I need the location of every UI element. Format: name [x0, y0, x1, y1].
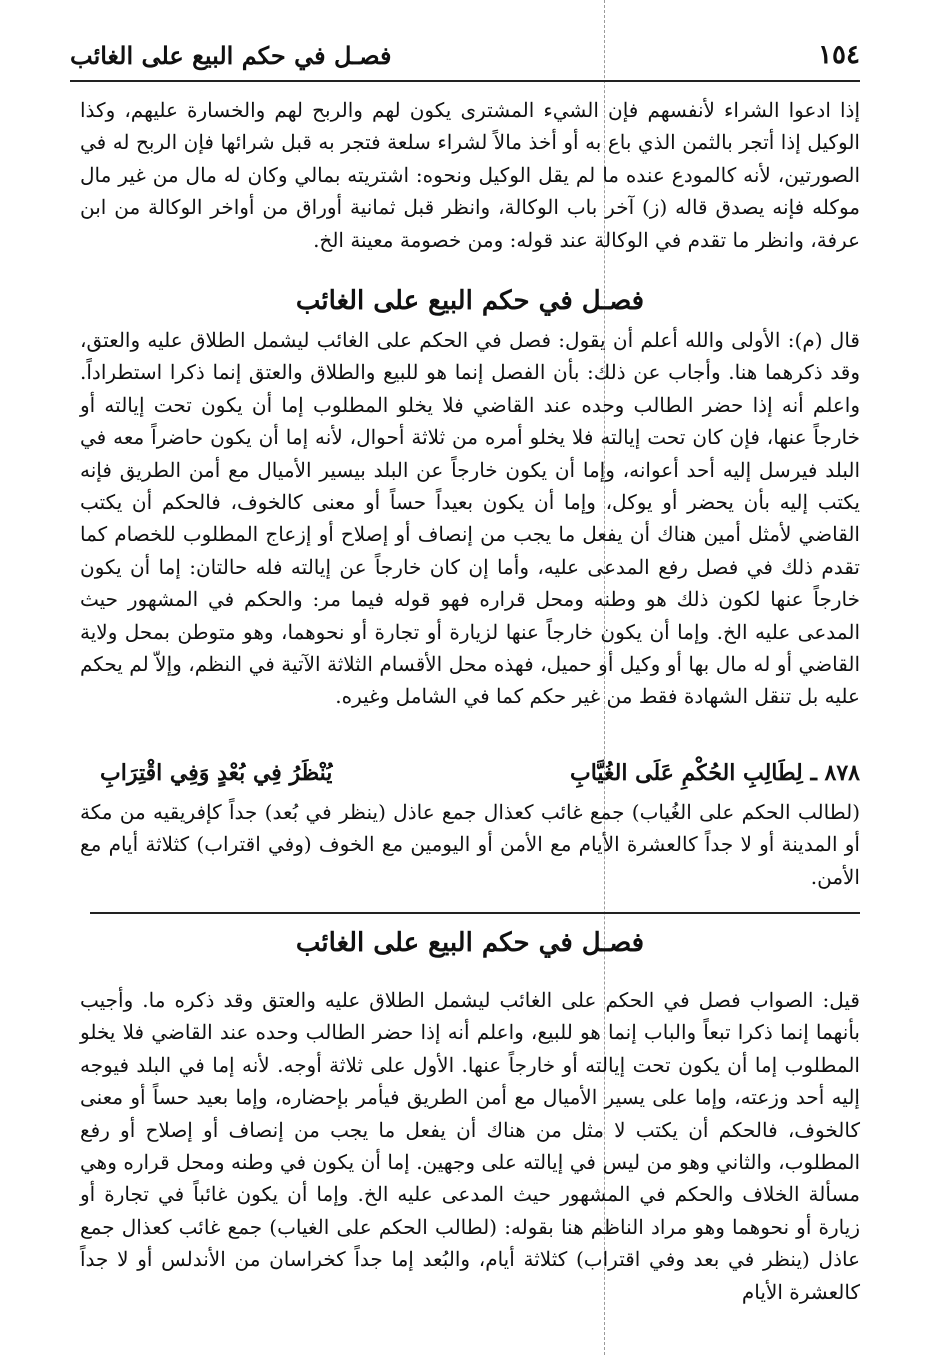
verse-commentary: (لطالب الحكم على الغُياب) جمع غائب كعذال جمع عاذل (ينظر في بُعد) جداً كإفريقيه من مكة أو المدينة أو لا جداً كالعشرة الأيام مع الأمن أو اليومين مع الخوف (وفي اقتراب) كثلاثة أيام مع الأمن. [80, 800, 860, 889]
section-1-paragraph: قال (م): الأولى والله أعلم أن يقول: فصل في الحكم على الغائب ليشمل الطلاق عليه والعتق، وقد ذكرهما هنا. وأجاب عن ذلك: بأن الفصل إنما هو للبيع والطلاق والعتق إنما ذكرا استطراداً. واعلم أنه إذا حضر الطالب وحده عند القاضي فلا يخلو المطلوب إما أن يكون تحت إيالته أو خارجاً عنها، فإن كان تحت إيالته فلا يخلو أمره من ثلاثة أحوال، لأنه إما أن يكون حاضراً معه في البلد فيرسل إليه أحد أعوانه، وإما أن يكون خارجاً عن البلد بيسير الأميال مع أمن الطريق فإنه يكتب إليه بأن يحضر أو يوكل، وإما أن يكون بعيداً حساً أو معنى كالخوف، فالحكم أن يكتب القاضي لأمثل أمين هناك أن يفعل ما يجب من إنصاف أو إصلاح أو إزعاج المطلوب للخصام كما تقدم ذلك في فصل رفع المدعى عليه، وأما إن كان خارجاً عن إيالته فله حالتان: إما أن يكون خارجاً عنها لكون ذلك هو وطنه ومحل قراره فهو قوله فيما مر: والحكم في المشهور حيث المدعى عليه الخ. وإما أن يكون خارجاً عنها لزيارة أو تجارة أو نحوهما، وهو متوطن بمحل ولاية القاضي أو له مال بها أو وكيل أو حميل، فهذه محل الأقسام الثلاثة الآتية في النظم، وإلاّ لم يحكم عليه بل تنقل الشهادة فقط من غير حكم كما في الشامل وغيره. [80, 328, 860, 709]
running-title: فصـل في حكم البيع على الغائب [70, 40, 392, 70]
page-header [70, 30, 860, 82]
verse-number: ٨٧٨ ـ [810, 760, 860, 786]
page-number: ١٥٤ [818, 40, 860, 70]
verse-line [100, 760, 860, 786]
verse-second-hemistich: يُنْظَرُ فِي بُعْدٍ وَفِي اقْتِرَابِ [100, 760, 333, 786]
top-paragraph: إذا ادعوا الشراء لأنفسهم فإن الشيء المشترى يكون لهم والربح لهم والخسارة عليهم، وكذا الوكيل إذا أتجر بالثمن الذي باع به أو أخذ مالاً لشراء سلعة فتجر به قبل شرائها فإن الربح له في الصورتين، لأنه كالمودع عنده ما لم يقل الوكيل ونحوه: اشتريته بمالي وكان له مال من غير مال موكله فإنه يصدق قاله (ز) آخر باب الوكالة، وانظر قبل ثمانية أوراق من أواخر الوكالة من ابن عرفة، وانظر ما تقدم في الوكالة عند قوله: ومن خصومة معينة الخ. [80, 98, 860, 252]
section-heading-1: فصـل في حكم البيع على الغائب [295, 286, 645, 316]
section-heading-2: فصـل في حكم البيع على الغائب [295, 928, 645, 958]
section-2-paragraph: قيل: الصواب فصل في الحكم على الغائب ليشمل الطلاق عليه والعتق وقد ذكره ما. وأجيب بأنهما إنما ذكرا تبعاً والباب إنما هو للبيع، واعلم أنه إذا حضر الطالب وحده عند القاضي فلا يخلو المطلوب إما أن يكون تحت إيالته أو خارجاً عنها. الأول على ثلاثة أوجه. لأنه إما في البلد فيوجه إليه أحد وزعته، وإما على يسير الأميال مع أمن الطريق فيأمر بإحضاره، وإما بعيد حساً أو معنى كالخوف، فالحكم أن يكتب لا مثل من هناك أن يفعل ما يجب من إنصاف أو إصلاح أو رفع المطلوب، والثاني وهو من ليس في إيالته على وجهين. إما أن يكون في وطنه ومحل قراره وهي مسألة الخلاف والحكم في المشهور حيث المدعى عليه الخ. وإما أن يكون غائباً في تجارة أو زيارة أو نحوهما وهو مراد الناظم هنا بقوله: (لطالب الحكم على الغياب) جمع غائب كعذال جمع عاذل (ينظر في بعد وفي اقتراب) كثلاثة أيام، والبُعد إما جداً كخراسان من الأندلس أو لا جداً كالعشرة الأيام [80, 988, 860, 1304]
verse-first-hemistich: لِطَالِبِ الحُكْمِ عَلَى الغُيَّابِ [569, 760, 803, 786]
verse-number-and-first-hemistich [570, 760, 860, 786]
footnote-divider [90, 912, 860, 914]
